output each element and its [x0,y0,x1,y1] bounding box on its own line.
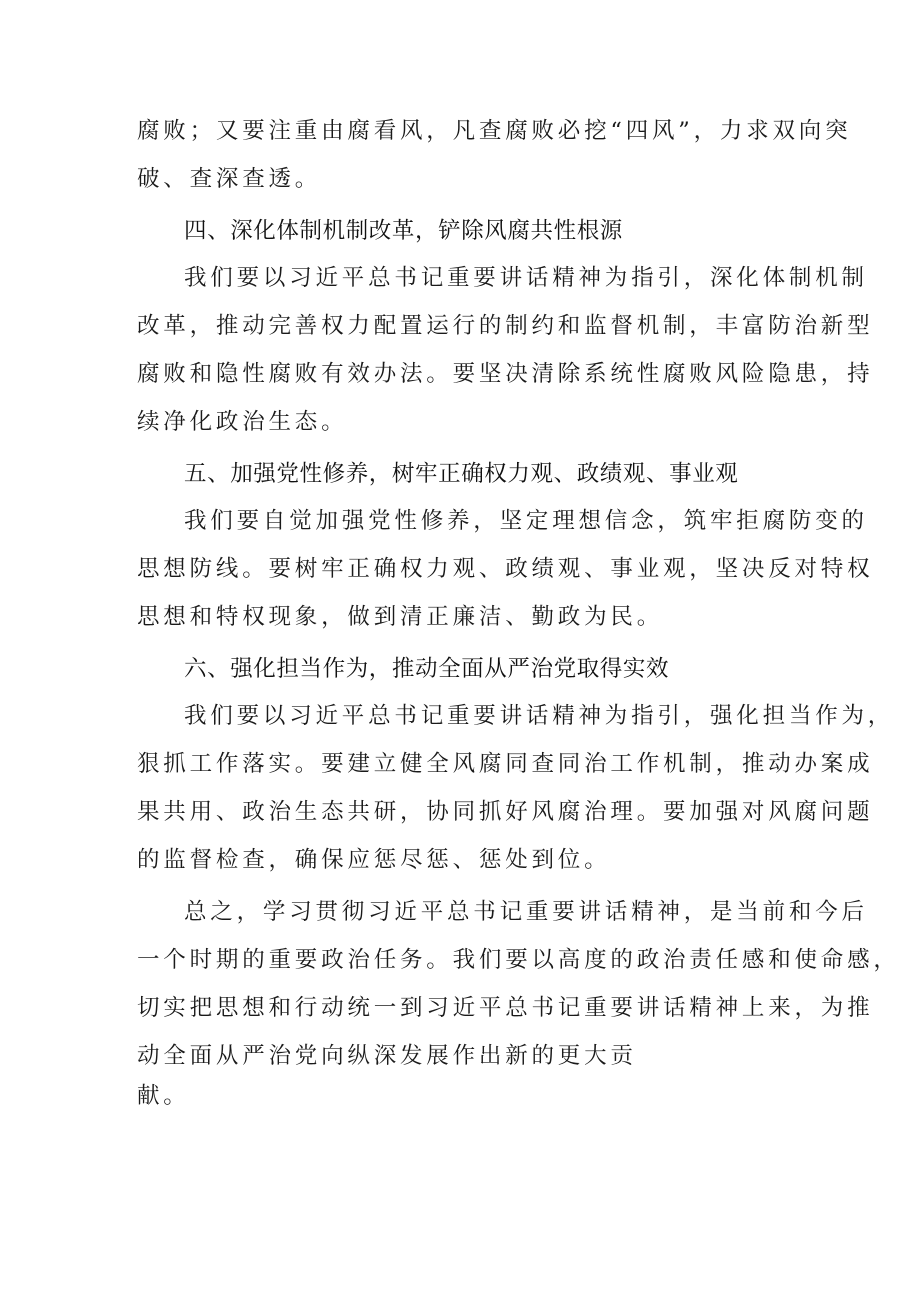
paragraph-line: 破、查深查透。 [137,166,322,192]
section-heading-4: 四、深化体制机制改革，铲除风腐共性根源 [184,218,623,244]
paragraph-line: 狠抓工作落实。要建立健全风腐同查同治工作机制，推动办案成 [137,751,874,777]
paragraph-line: 我们要以习近平总书记重要讲话精神为指引，强化担当作为， [184,703,895,729]
paragraph-line: 总之，学习贯彻习近平总书记重要讲话精神，是当前和今后 [184,899,868,925]
paragraph-line: 改革，推动完善权力配置运行的制约和监督机制，丰富防治新型 [137,313,874,339]
paragraph-line: 思想和特权现象，做到清正廉洁、勤政为民。 [137,604,664,630]
paragraph-line: 我们要以习近平总书记重要讲话精神为指引，深化体制机制 [184,265,868,291]
section-heading-5: 五、加强党性修养，树牢正确权力观、政绩观、事业观 [184,461,739,487]
paragraph-line: 腐败和隐性腐败有效办法。要坚决清除系统性腐败风险隐患，持 [137,361,874,387]
paragraph-line: 腐败；又要注重由腐看风，凡查腐败必挖“四风”，力求双向突 [137,118,852,144]
paragraph-line: 续净化政治生态。 [137,409,348,435]
section-heading-6: 六、强化担当作为，推动全面从严治党取得实效 [184,656,670,682]
paragraph-line: 动全面从严治党向纵深发展作出新的更大贡 [137,1043,637,1069]
paragraph-line: 思想防线。要树牢正确权力观、政绩观、事业观，坚决反对特权 [137,556,874,582]
paragraph-line: 一个时期的重要政治任务。我们要以高度的政治责任感和使命感， [137,947,900,973]
paragraph-line: 献。 [137,1083,190,1109]
paragraph-line: 的监督检查，确保应惩尽惩、惩处到位。 [137,847,611,873]
paragraph-line: 切实把思想和行动统一到习近平总书记重要讲话精神上来，为推 [137,995,874,1021]
paragraph-line: 我们要自觉加强党性修养，坚定理想信念，筑牢拒腐防变的 [184,508,868,534]
paragraph-line: 果共用、政治生态共研，协同抓好风腐治理。要加强对风腐问题 [137,799,874,825]
